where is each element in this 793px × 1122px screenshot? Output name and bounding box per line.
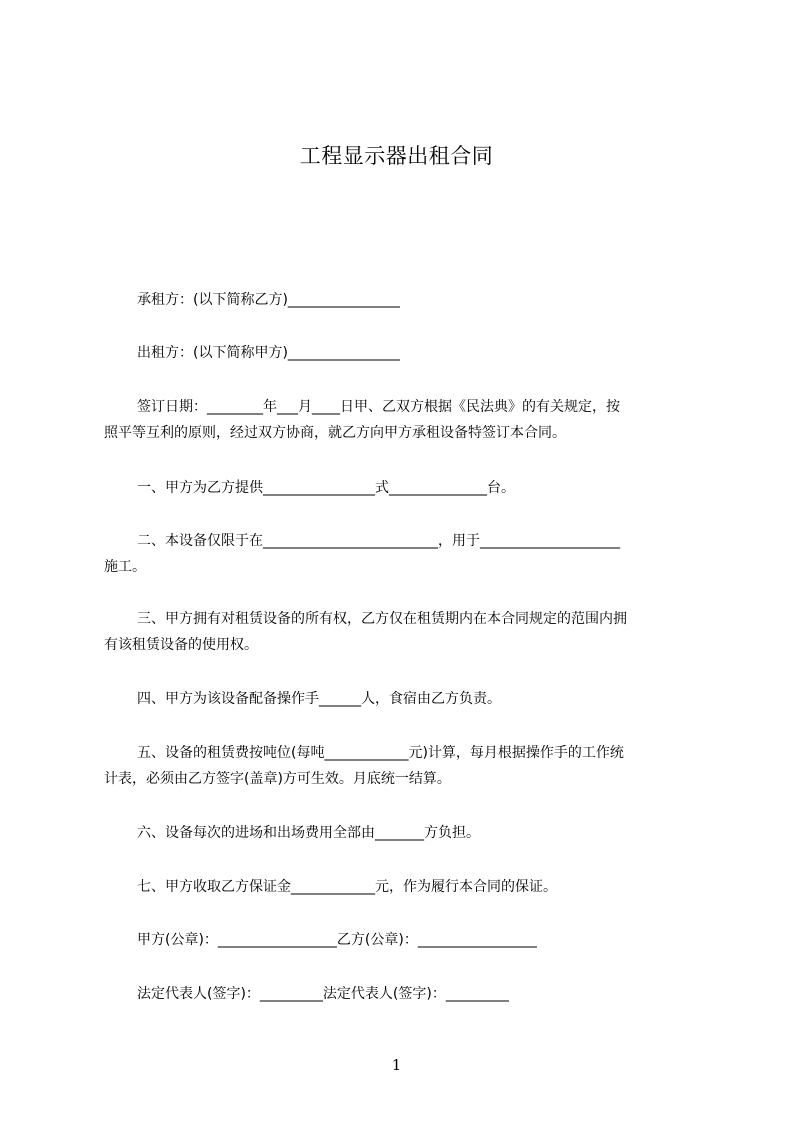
clause-5 [104, 740, 704, 792]
contract-title: 工程显示器出租合同 [299, 144, 494, 168]
seal-line: 甲方(公章)：_________________乙方(公章)：_________________ [137, 932, 537, 948]
clause-1: 一、甲方为乙方提供________________式______________台。 [137, 480, 515, 496]
clause-2-line-1: 二、本设备仅限于在_________________________，用于____________________ [137, 533, 620, 549]
sign-date-line-1: 签订日期：________年___月____日甲、乙双方根据《民法典》的有关规定，按 [137, 399, 620, 415]
clause-4: 四、甲方为该设备配备操作手______人，食宿由乙方负责。 [137, 691, 501, 707]
clause-3-line-2: 有该租赁设备的使用权。 [104, 637, 258, 653]
page-number: 1 [391, 1056, 402, 1074]
clause-2-line-2: 施工。 [104, 559, 146, 575]
lessor-line: 出租方：(以下简称甲方)________________ [137, 345, 400, 361]
clause-3-line-1: 三、甲方拥有对租赁设备的所有权，乙方仅在租赁期内在本合同规定的范围内拥 [137, 611, 627, 627]
sign-date-line-2: 照平等互利的原则，经过双方协商，就乙方向甲方承租设备特签订本合同。 [104, 425, 566, 441]
clause-3 [104, 606, 704, 658]
clause-2 [104, 528, 704, 580]
sign-date-paragraph [104, 394, 704, 446]
clause-5-line-2: 计表，必须由乙方签字(盖章)方可生效。月底统一结算。 [104, 771, 451, 787]
clause-7: 七、甲方收取乙方保证金____________元，作为履行本合同的保证。 [137, 879, 557, 895]
clause-5-line-1: 五、设备的租赁费按吨位(每吨____________元)计算，每月根据操作手的工作统 [137, 745, 624, 761]
lessee-line: 承租方：(以下简称乙方)________________ [137, 292, 400, 308]
clause-6: 六、设备每次的进场和出场费用全部由_______方负担。 [137, 825, 480, 841]
representative-line: 法定代表人(签字)：_________法定代表人(签字)：_________ [137, 986, 509, 1002]
